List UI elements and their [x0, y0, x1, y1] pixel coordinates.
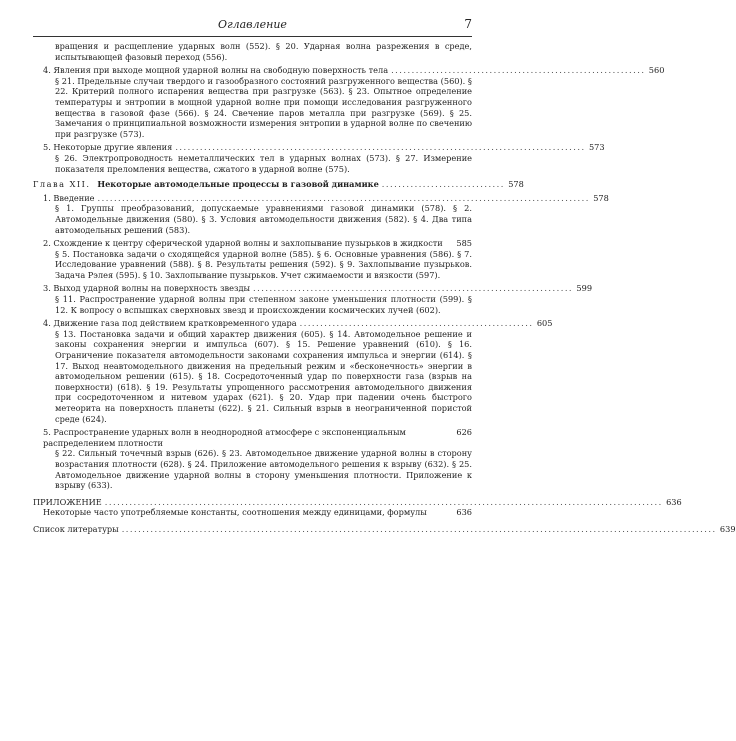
toc-subsections: § 22. Сильный точечный взрыв (626). § 23. Автомодельное движение ударной волны в сторону возрастания плотности (628). § 24. Приложение автомодельного решения к взрыву (632). § 25. Автомодельное движение ударной волны в сторону уменьшения плотности. Приложение к взрыву (633).: [55, 448, 472, 491]
toc-section-1: [33, 192, 609, 235]
chapter-number: Глава XII.: [33, 179, 91, 190]
leader-dots: ..............................................................................: [253, 283, 574, 294]
toc-entry[interactable]: [33, 65, 665, 76]
toc-section-4: [33, 65, 665, 139]
toc-entry-page: 560: [648, 65, 665, 76]
leader-dots: ..............................: [381, 179, 505, 190]
toc-section-2: [33, 238, 472, 280]
toc-entry-label: 4. Явления при выходе мощной ударной волны на свободную поверхность тела: [43, 65, 389, 76]
toc-section-4b: [33, 318, 553, 424]
toc-entry-page: 636: [666, 496, 682, 507]
toc-subsections: § 1. Группы преобразований, допускаемые уравнениями газовой динамики (578). § 2. Автомодельные движения (580). § 3. Условия автомодельности движения (582). § 4. Два типа автомодельных решений (583).: [55, 203, 472, 235]
running-header: [33, 17, 472, 37]
leader-dots: ........................................................................................................................: [97, 192, 590, 203]
toc-literature[interactable]: [33, 523, 736, 535]
toc-entry-page: 573: [588, 142, 605, 153]
toc-entry-label: 5. Некоторые другие явления: [43, 142, 173, 153]
toc-entry[interactable]: [33, 192, 609, 204]
chapter-title: Некоторые автомодельные процессы в газовой динамике: [97, 179, 379, 190]
toc-entry-label: 5. Распространение ударных волн в неоднородной атмосфере с экспоненциальным распределением плотности: [43, 427, 406, 448]
leader-dots: .........................................................: [299, 318, 534, 329]
toc-subsections: § 21. Предельные случаи твердого и газообразного состояний разгруженного вещества (560). § 22. Критерий полного испарения вещества при разгрузке (563). § 23. Опытное определение температуры и энтропии в мощной ударной волне при помощи исследования разгруженного вещества в газовой фазе (566). § 24. Свечение паров металла при разгрузке (569). § 25. Замечания о принципиальной возможности измерения энтропии в ударной волне по свечению при разгрузке (573).: [55, 75, 472, 139]
leader-dots: ..............................................................: [391, 65, 646, 76]
toc-entry[interactable]: [33, 427, 472, 448]
toc-subsections: § 5. Постановка задачи о сходящейся ударной волне (585). § 6. Основные уравнения (586). § 7. Исследование уравнений (588). § 8. Результаты решения (592). § 9. Захлопывание пузырьков. Задача Рэлея (595). § 10. Захлопывание пузырьков. Учет сжимаемости и вязкости (597).: [55, 248, 472, 280]
toc-entry-page: 626: [456, 427, 472, 438]
page-number: 7: [464, 17, 472, 31]
header-title: Оглавление: [218, 18, 287, 31]
toc-entry-label: 3. Выход ударной волны на поверхность звезды: [43, 283, 251, 294]
toc-subsections: § 13. Постановка задачи и общий характер движения (605). § 14. Автомодельное решение и законы сохранения энергии и импульса (607). § 15. Решение уравнений (610). § 16. Ограничение показателя автомодельности законами сохранения импульса и энергии (614). § 17. Выход неавтомодельного движения на предельный режим и «бесконечность» энергии в автомодельном решении (615). § 18. Сосредоточенный удар по поверхности газа (взрыв на поверхности) (618). § 19. Результаты упрощенного рассмотрения автомодельного движения при сосредоточенном и нитевом ударах (621). § 20. Удар при падении очень быстрого метеорита на поверхность планеты (622). § 21. Сильный взрыв в неограниченной пористой среде (624).: [55, 328, 472, 424]
toc-entry-label: 4. Движение газа под действием кратковременного удара: [43, 318, 297, 329]
toc-appendix[interactable]: [33, 496, 682, 508]
toc-entry-label: 2. Схождение к центру сферической ударной волны и захлопывание пузырьков в жидкости: [43, 238, 443, 249]
toc-subsections: § 26. Электропроводность неметаллических тел в ударных волнах (573). § 27. Измерение показателя преломления вещества, сжатого в ударной волне (575).: [55, 152, 472, 174]
toc-entry-label: ПРИЛОЖЕНИЕ: [33, 496, 102, 507]
toc-entry-page: 578: [508, 179, 524, 190]
toc-continuation: вращения и расщепление ударных волн (552). § 20. Ударная волна разрежения в среде, испытывающей фазовый переход (556).: [55, 41, 472, 62]
table-of-contents: [33, 41, 736, 535]
leader-dots: ........................................................................................................................................: [104, 496, 663, 507]
toc-section-3: [33, 283, 593, 315]
toc-entry-page: 585: [456, 238, 472, 249]
toc-entry-page: 599: [576, 283, 593, 294]
toc-entry[interactable]: [33, 238, 472, 249]
toc-chapter-12[interactable]: [33, 179, 524, 190]
toc-entry[interactable]: [33, 283, 593, 294]
toc-entry[interactable]: [33, 142, 605, 153]
toc-entry-label: Список литературы: [33, 523, 119, 534]
toc-subsections: § 11. Распространение ударной волны при степенном законе уменьшения плотности (599). § 12. К вопросу о вспышках сверхновых звезд и происхождении космических лучей (602).: [55, 294, 472, 315]
toc-entry-page: 639: [719, 523, 736, 534]
toc-entry-page: 605: [536, 318, 553, 329]
toc-entry-page: 578: [593, 192, 609, 203]
toc-entry-page: 636: [456, 507, 472, 518]
toc-entry-label: Некоторые часто употребляемые константы, соотношения между единицами, формулы: [43, 507, 427, 518]
toc-section-5b: [33, 427, 472, 491]
toc-section-5: [33, 142, 605, 174]
leader-dots: ....................................................................................................: [175, 142, 586, 153]
toc-constants[interactable]: [33, 507, 472, 518]
leader-dots: .................................................................................................................................................: [121, 523, 717, 534]
toc-entry[interactable]: [33, 318, 553, 329]
toc-entry-label: 1. Введение: [43, 192, 95, 203]
